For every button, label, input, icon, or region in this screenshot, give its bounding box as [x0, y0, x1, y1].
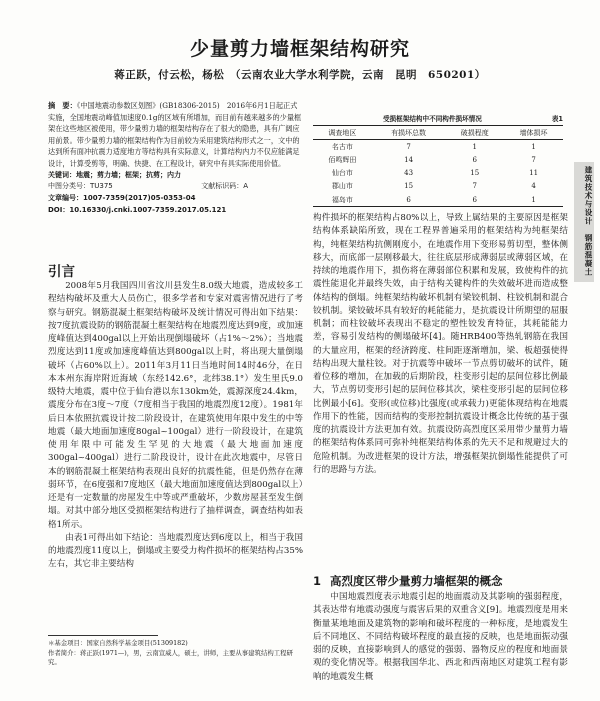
footnote-rule [48, 635, 158, 636]
table-number: 表1 [551, 115, 563, 123]
abstract-label: 摘 要： [48, 101, 77, 110]
table-cell: 名古市 [331, 142, 353, 151]
table-caption-text: 受损框架结构中不同构件损坏情况 [382, 115, 482, 123]
table-row [313, 140, 563, 154]
intro-paragraph: 由表1可得出如下结论：当地震烈度达到6度以上，相当于我国的地震烈度11度以上，倒塌或主要受力构件损坏的框架结构占35%左右，其它非主要结构 [48, 532, 303, 570]
table-cell: 福岛市 [313, 193, 372, 207]
paper-authors: 蒋正跃，付云松，杨松 （云南农业大学水利学院，云南 昆明 650201） [114, 69, 486, 81]
table-cell: 1 [531, 142, 536, 151]
table-cell: 6 [472, 155, 477, 164]
section-heading [313, 573, 512, 589]
footnote-author: 作者简介：蒋正跃(1971—)，男，云南宣威人，硕士，讲师，主要从事建筑结构工程研究。 [48, 648, 293, 667]
table-cell: 1 [504, 193, 563, 207]
intro-heading: 引言 [48, 264, 75, 280]
body-paragraph: 构件损坏的框架结构占80%以上，导致上属结果的主要原因是框架结构体系缺陷所致，现在工程界普遍采用的框架结构为纯框架结构，纯框架结构抗侧刚度小，在地震作用下变形易剪切型，整体侧移大，而底部一层刚移最大，往往底层形成薄弱层或薄弱区域，在持续的地震作用下，损伤将在薄弱部位积累和发展，致使构件的抗震性能退化并最终失效，由于结构关键构件的失效破坏进而造成整体结构的倒塌。纯框架结构破坏机制有梁铰机制、柱铰机制和混合铰机制。梁铰破坏具有较好的耗能能力，是抗震设计所期望的屈服机制；而柱铰破坏表现出不稳定的塑性铰发育特征，其耗能能力差，容易引发结构的侧塌破坏[4]。随HRB400等热轧钢筋在我国的大量应用，框架的经济跨度、柱间距逐渐增加，梁、板超强使得结构出现大量柱铰。对于抗震等申破坏一节点剪切破坏的试件，随着位移的增加，在加载的后期阶段，柱变形引起的层间位移比例最大，节点剪切变形引起的层间位移其次，梁柱变形引起的层间位移比例最小[6]。变形(或位移)比强度(或承载力)更能体现结构在地震作用下的性能，因而结构的变形控制抗震设计概念比传统的基于强度的抗震设计方法更加有效。抗震设防高烈度区采用带少量剪力墙的框架结构体系同可弥补纯框架结构体系的先天不足和规避过大的危险机制。为改进框架的设计方法，增强框架抗倒塌性能提供了可行的思路与方法。 [313, 213, 568, 475]
table-cell: 4 [531, 182, 536, 191]
doc-code: 文献标识码：A [201, 182, 248, 191]
table-cell: 7 [472, 182, 477, 191]
journal-sidebar-label: 建筑技术与设计 钢筋混凝土 [574, 162, 594, 282]
table-cell: 6 [445, 193, 504, 207]
keywords: 关键词：地震；剪力墙；框架；抗剪；内力 [48, 170, 181, 179]
damage-table [313, 125, 563, 207]
footnote-fund: ＊基金项目：国家自然科学基金项目(51309182) [48, 639, 188, 647]
table-cell: 1 [472, 142, 477, 151]
abstract-body: 《中国地震动参数区划图》(GB18306-2015) 2016年6月1日起正式实施，全国地震动峰值加速度0.1g的区域有所增加，而目前有越来越多的少量框架在这些地区被使用，带少量剪力墙的框架结构存在了很大的隐患，具有广阔应用前景。带少量剪力墙的框架结构作为目前较为采用建筑结构形式之一，文中的达到所有面冲抗震力适度地方等结构具有实际意义，计算结构内力不仅应能满足设计，计算受剪等，明确、快捷、在工程设计，研究中有具实际使用价值。 [48, 101, 302, 168]
table-cell: 6 [372, 193, 446, 207]
table-row [313, 153, 563, 166]
clc-number: 中图分类号：TU375 [48, 182, 113, 191]
abstract-text [48, 100, 303, 170]
table-header: 墙体损坏 [504, 126, 563, 140]
table-row [313, 193, 563, 207]
intro-body [48, 280, 303, 572]
article-number: 文章编号：1007-7359(2017)05-0353-04 [48, 194, 196, 203]
right-body [313, 212, 568, 477]
table-cell: 43 [404, 169, 414, 178]
table-header-row [313, 126, 563, 140]
table-header: 破损程度 [445, 126, 504, 140]
table-cell: 15 [404, 182, 414, 191]
doi: DOI：10.16330/j.cnki.1007-7359.2017.05.121 [48, 205, 227, 214]
table-cell: 仙台市 [331, 169, 353, 178]
table-cell: 7 [406, 142, 411, 151]
table-cell: 佰鸣辉田 [328, 155, 357, 164]
table-caption [313, 113, 563, 123]
table-header: 调查地区 [313, 126, 372, 140]
table-cell: 14 [404, 155, 414, 164]
table-cell: 7 [531, 155, 536, 164]
table-cell: 郡山市 [331, 182, 353, 191]
table-header: 有损坏总数 [372, 126, 446, 140]
section-number: 1 [313, 574, 322, 588]
section-paragraph: 中国地震烈度表示地震引起的地面震动及其影响的强弱程度，其表达带有地震动强度与震害后果的双重含义[9]。地震烈度是用来衡量某地地面及建筑物的影响和破坏程度的一种标度，是地震发生后不同地区、不同结构破坏程度的最直接的反映，也是地面振动强弱的反映，直接影响到人的感觉的强弱、器物反应的程度和地面景观的变化情况等。根据我国华北、西北和西南地区对建筑工程有影响的地震发生概 [313, 592, 568, 682]
paper-title: 少量剪力墙框架结构研究 [189, 38, 410, 60]
section-title: 高烈度区带少量剪力墙框架的概念 [330, 574, 503, 588]
intro-paragraph: 2008年5月我国四川省汶川县发生8.0级大地震，造成较多工程结构破坏及重大人员伤亡，很多学者和专家对震害情况进行了考察与研究。钢筋混凝土框架结构破坏及统计情况可得出如下结果：按7度抗震设防的钢筋混凝土框架结构在地震烈度达到9度，或加速度峰值达到400gal以上开始出现倒塌破坏（占1%～2%）；当地震烈度达到11度或加速度峰值达到800gal以上时，将出现大量倒塌破坏（占60%以上）。2011年3月11日当地时间14时46分，在日本本州东海岸附近海域（东经142.6°，北纬38.1°）发生里氏9.0级特大地震，震中位于仙台港以东130km处，震源深度24.4km，震度分布在3度～7度（7度相当于我国的地震烈度12度）。1981年后日本依照抗震设计按二阶段设计，在建筑使用年限中发生的中等地震（最大地面加速度80gal~100gal）进行一阶段设计，在建筑使用年限中可能发生罕见的大地震（最大地面加速度300gal~400gal）进行二阶段设计，设计在此次地震中，尽管日本的钢筋混凝土框架结构表现出良好的抗震性能，但是仍然存在薄弱环节，在6度强和7度地区（最大地面加速度值达到800gal以上）还是有一定数量的房屋发生中等或严重破坏，少数房屋甚至发生倒塌。对其中部分地区受损框架结构进行了抽样调查，调查结构如表格1所示。 [48, 281, 303, 530]
table-cell: 15 [470, 169, 480, 178]
table-cell: 11 [529, 169, 539, 178]
footnote [48, 639, 303, 668]
table-row [313, 180, 563, 193]
section-body [313, 591, 568, 684]
abstract-block [48, 100, 303, 217]
table-row [313, 167, 563, 180]
